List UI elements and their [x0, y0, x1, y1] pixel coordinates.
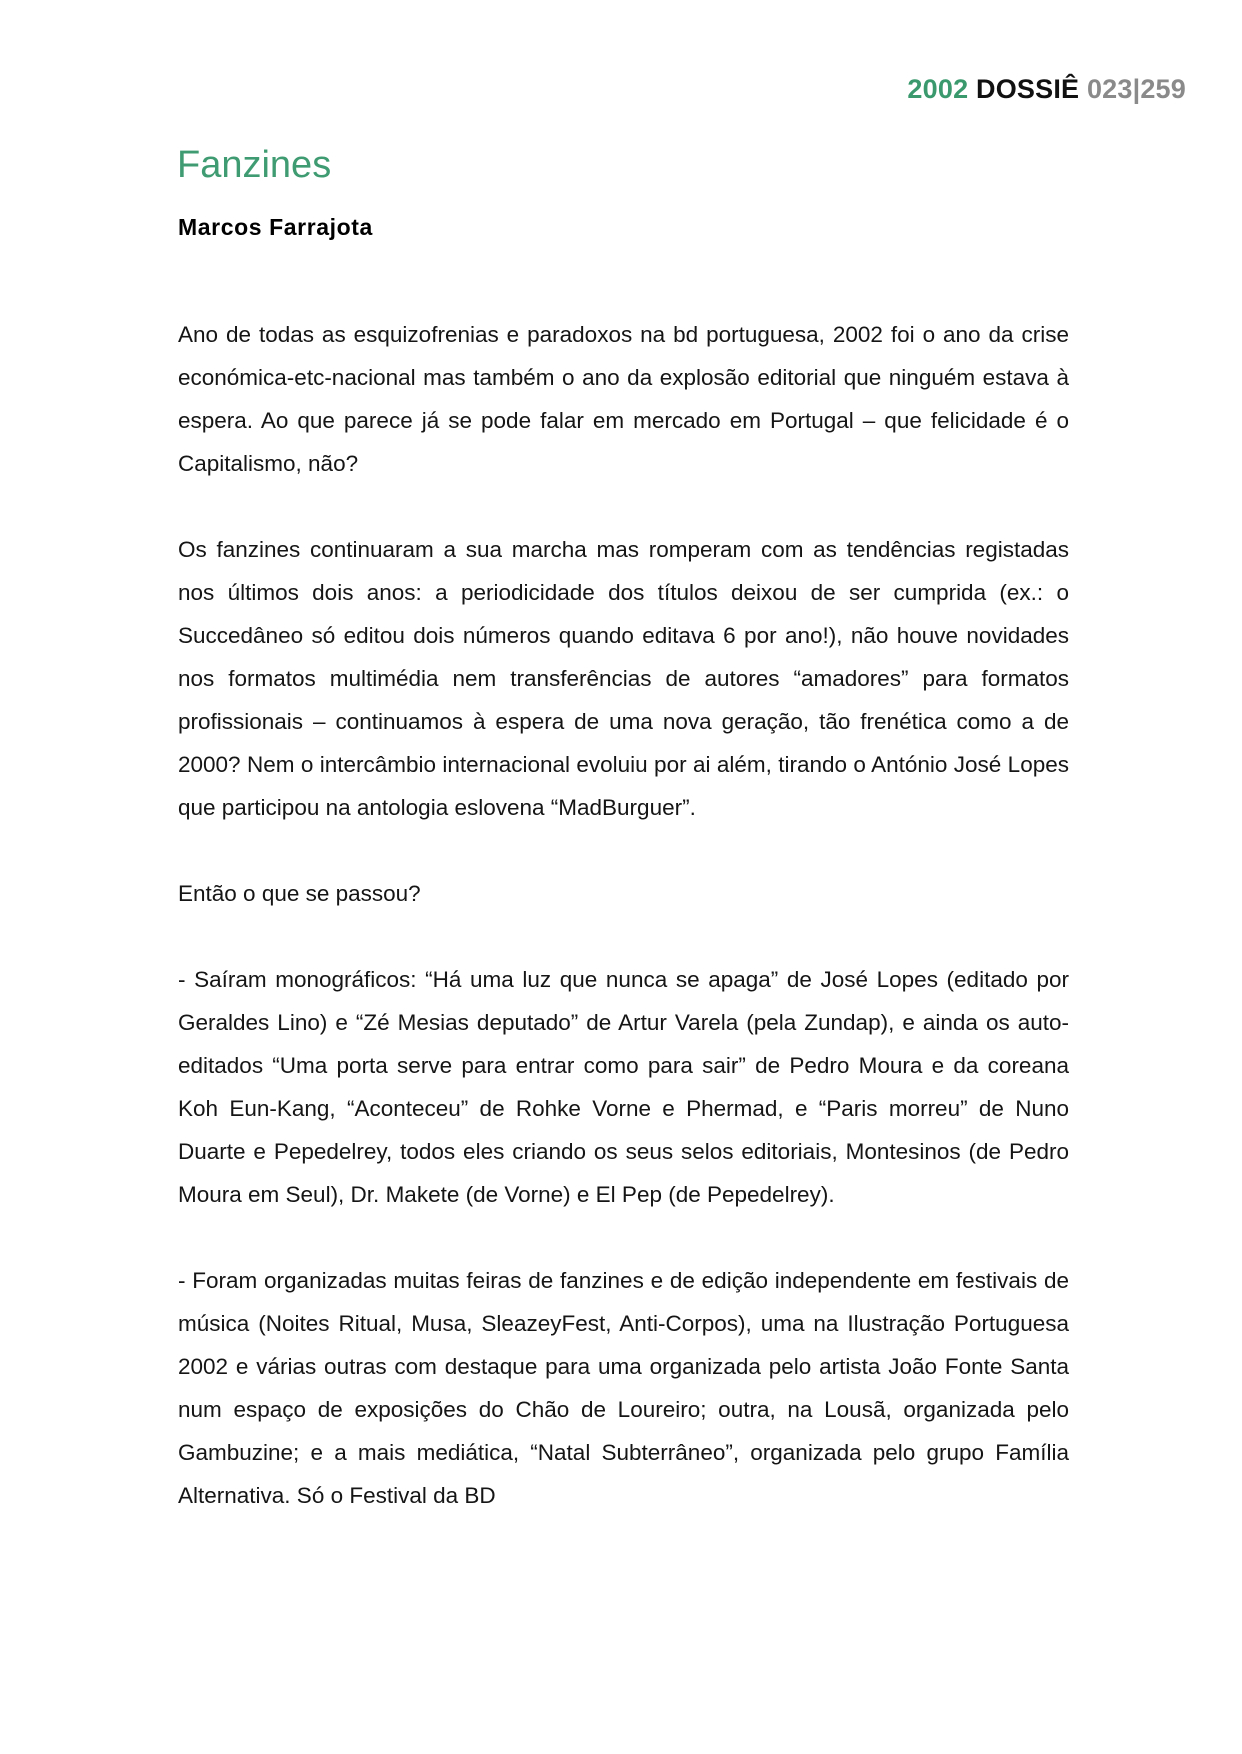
header-year: 2002: [907, 74, 969, 104]
article-author: Marcos Farrajota: [178, 214, 373, 240]
article-title: Fanzines: [177, 144, 332, 186]
paragraph-question: Então o que se passou?: [178, 881, 421, 906]
header-section: DOSSIÊ: [976, 74, 1080, 104]
paragraph-fairs: - Foram organizadas muitas feiras de fanzines e de edição independente em festivais de música (Noites Ritual, Musa, SleazeyFest, Anti-Corpos), uma na Ilustração Portuguesa 2002 e várias outras com destaque para uma organizada pelo artista João Fonte Santa num espaço de exposições do Chão de Loureiro; outra, na Lousã, organizada pelo Gambuzine; e a mais mediática, “Natal Subterrâneo”, organizada pelo grupo Família Alternativa. Só o Festival da BD: [178, 1268, 1069, 1508]
header-page-numbers: 023|259: [1086, 74, 1186, 104]
paragraph-fanzines-trends: Os fanzines continuaram a sua marcha mas romperam com as tendências registadas nos últimos dois anos: a periodicidade dos títulos deixou de ser cumprida (ex.: o Succedâneo só editou dois números quando editava 6 por ano!), não houve novidades nos formatos multimédia nem transferências de autores “amadores” para formatos profissionais – continuamos à espera de uma nova geração, tão frenética como a de 2000? Nem o intercâmbio internacional evoluiu por ai além, tirando o António José Lopes que participou na antologia eslovena “MadBurguer”.: [178, 537, 1069, 820]
article-body: [178, 313, 1069, 1517]
running-header: [907, 74, 1186, 105]
paragraph-intro: Ano de todas as esquizofrenias e paradoxos na bd portuguesa, 2002 foi o ano da crise económica-etc-nacional mas também o ano da explosão editorial que ninguém estava à espera. Ao que parece já se pode falar em mercado em Portugal – que felicidade é o Capitalismo, não?: [178, 322, 1069, 476]
paragraph-monographs: - Saíram monográficos: “Há uma luz que nunca se apaga” de José Lopes (editado por Geraldes Lino) e “Zé Mesias deputado” de Artur Varela (pela Zundap), e ainda os auto-editados “Uma porta serve para entrar como para sair” de Pedro Moura e da coreana Koh Eun-Kang, “Aconteceu” de Rohke Vorne e Phermad, e “Paris morreu” de Nuno Duarte e Pepedelrey, todos eles criando os seus selos editoriais, Montesinos (de Pedro Moura em Seul), Dr. Makete (de Vorne) e El Pep (de Pepedelrey).: [178, 967, 1069, 1207]
